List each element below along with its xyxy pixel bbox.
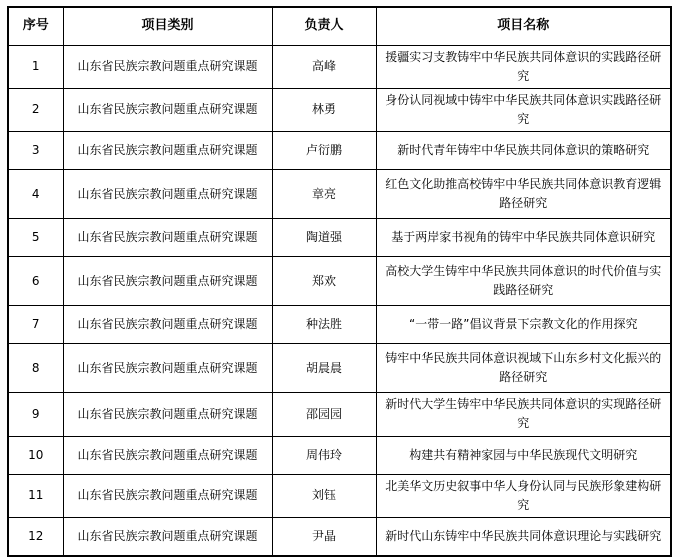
cell-leader: 卢衍鹏: [272, 132, 376, 170]
cell-category: 山东省民族宗教问题重点研究课题: [63, 88, 272, 131]
cell-no: 8: [8, 344, 63, 393]
cell-leader: 尹晶: [272, 518, 376, 556]
table-row: [8, 474, 671, 517]
cell-title: 新时代青年铸牢中华民族共同体意识的策略研究: [376, 132, 671, 170]
cell-title: 红色文化助推高校铸牢中华民族共同体意识教育逻辑路径研究: [376, 170, 671, 219]
cell-category: 山东省民族宗教问题重点研究课题: [63, 436, 272, 474]
cell-leader: 林勇: [272, 88, 376, 131]
cell-title: 新时代大学生铸牢中华民族共同体意识的实现路径研究: [376, 393, 671, 436]
cell-title: 新时代山东铸牢中华民族共同体意识理论与实践研究: [376, 518, 671, 556]
cell-category: 山东省民族宗教问题重点研究课题: [63, 306, 272, 344]
cell-no: 1: [8, 45, 63, 88]
header-row: [8, 7, 671, 45]
cell-no: 11: [8, 474, 63, 517]
cell-leader: 章亮: [272, 170, 376, 219]
table-row: [8, 132, 671, 170]
cell-category: 山东省民族宗教问题重点研究课题: [63, 170, 272, 219]
cell-leader: 高峰: [272, 45, 376, 88]
cell-no: 6: [8, 257, 63, 306]
cell-title: 构建共有精神家园与中华民族现代文明研究: [376, 436, 671, 474]
cell-title: 北美华文历史叙事中华人身份认同与民族形象建构研究: [376, 474, 671, 517]
project-list-table: [7, 6, 672, 557]
cell-category: 山东省民族宗教问题重点研究课题: [63, 518, 272, 556]
cell-leader: 刘钰: [272, 474, 376, 517]
cell-title: “一带一路”倡议背景下宗教文化的作用探究: [376, 306, 671, 344]
table-row: [8, 45, 671, 88]
table-header: [8, 7, 671, 45]
table-row: [8, 88, 671, 131]
cell-title: 铸牢中华民族共同体意识视域下山东乡村文化振兴的路径研究: [376, 344, 671, 393]
cell-category: 山东省民族宗教问题重点研究课题: [63, 344, 272, 393]
table-row: [8, 170, 671, 219]
cell-no: 3: [8, 132, 63, 170]
cell-leader: 陶道强: [272, 219, 376, 257]
table-row: [8, 257, 671, 306]
table-row: [8, 436, 671, 474]
header-category: 项目类别: [63, 7, 272, 45]
cell-category: 山东省民族宗教问题重点研究课题: [63, 132, 272, 170]
cell-no: 7: [8, 306, 63, 344]
cell-no: 2: [8, 88, 63, 131]
cell-no: 10: [8, 436, 63, 474]
cell-leader: 种法胜: [272, 306, 376, 344]
table-body: [8, 45, 671, 556]
cell-category: 山东省民族宗教问题重点研究课题: [63, 257, 272, 306]
cell-leader: 胡晨晨: [272, 344, 376, 393]
cell-no: 5: [8, 219, 63, 257]
cell-leader: 邵园园: [272, 393, 376, 436]
cell-title: 基于两岸家书视角的铸牢中华民族共同体意识研究: [376, 219, 671, 257]
header-leader: 负责人: [272, 7, 376, 45]
cell-category: 山东省民族宗教问题重点研究课题: [63, 393, 272, 436]
cell-title: 身份认同视域中铸牢中华民族共同体意识实践路径研究: [376, 88, 671, 131]
cell-category: 山东省民族宗教问题重点研究课题: [63, 219, 272, 257]
table-row: [8, 344, 671, 393]
cell-no: 4: [8, 170, 63, 219]
header-no: 序号: [8, 7, 63, 45]
cell-category: 山东省民族宗教问题重点研究课题: [63, 474, 272, 517]
table-row: [8, 518, 671, 556]
cell-no: 9: [8, 393, 63, 436]
table-row: [8, 219, 671, 257]
table-row: [8, 393, 671, 436]
cell-title: 高校大学生铸牢中华民族共同体意识的时代价值与实践路径研究: [376, 257, 671, 306]
cell-leader: 郑欢: [272, 257, 376, 306]
cell-title: 援疆实习支教铸牢中华民族共同体意识的实践路径研究: [376, 45, 671, 88]
table-row: [8, 306, 671, 344]
cell-no: 12: [8, 518, 63, 556]
header-title: 项目名称: [376, 7, 671, 45]
cell-leader: 周伟玲: [272, 436, 376, 474]
cell-category: 山东省民族宗教问题重点研究课题: [63, 45, 272, 88]
